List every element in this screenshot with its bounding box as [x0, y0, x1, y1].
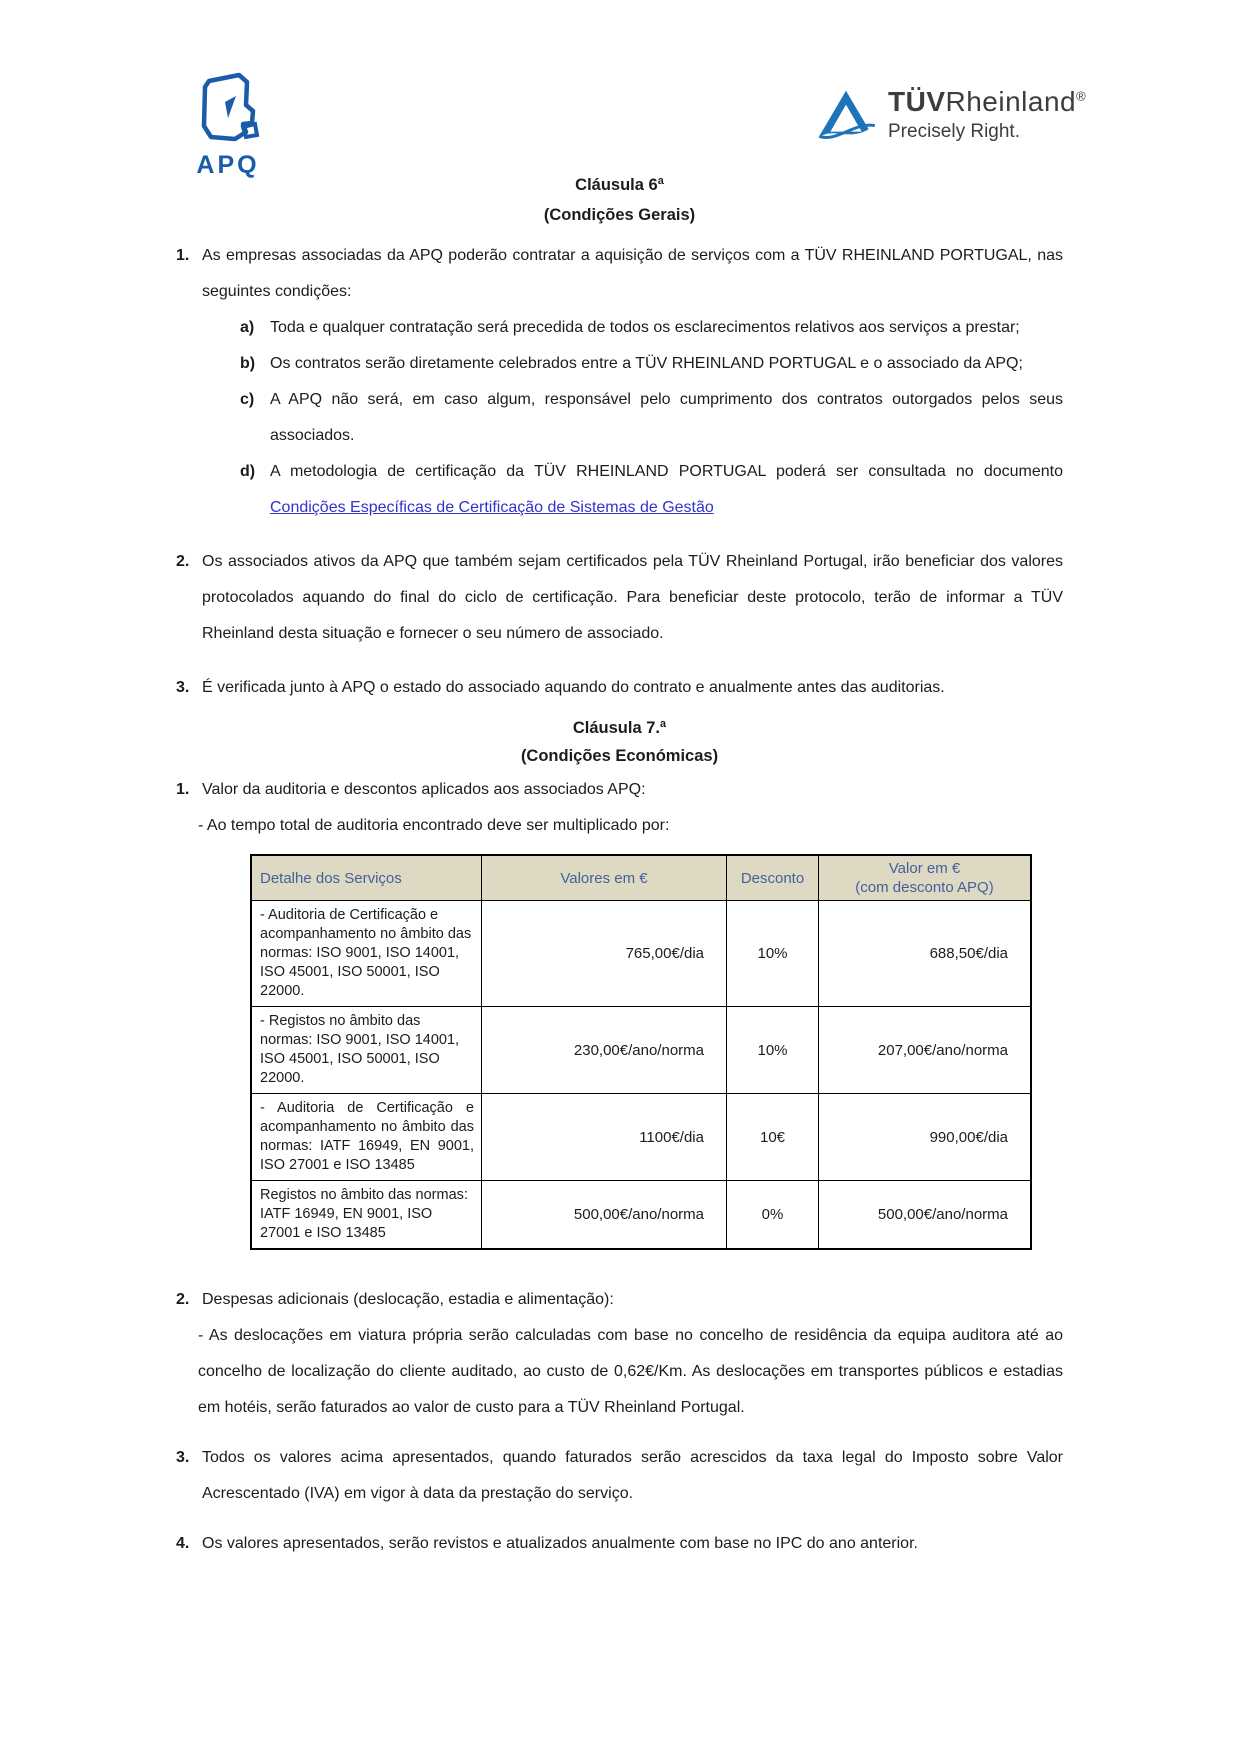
tuv-triangle-icon: [816, 88, 876, 149]
numbered-item-3: [176, 670, 1063, 706]
item-text: Os associados ativos da APQ que também sejam certificados pela TÜV Rheinland Portugal, irão beneficiar dos valores protocolados aquando do final do ciclo de certificação. Para beneficiar deste protocolo, terão de informar a TÜV Rheinland desta situação e fornecer o seu número de associado.: [202, 553, 1063, 642]
lettered-item-b: [240, 346, 1063, 382]
travel-expenses-note: - As deslocações em viatura própria serão calculadas com base no concelho de residência da equipa auditora até ao concelho de localização do cliente auditado, ao custo de 0,62€/Km. As deslocações em transportes públicos e estadias em hotéis, serão faturados ao valor de custo para a TÜV Rheinland Portugal.: [198, 1327, 1063, 1416]
item-number: 3.: [176, 1449, 190, 1466]
item-number: 2.: [176, 1291, 190, 1308]
item-text: A APQ não será, em caso algum, responsável pelo cumprimento dos contratos outorgados pelos seus associados.: [270, 391, 1063, 444]
service-cell: - Registos no âmbito das normas: ISO 9001, ISO 14001, ISO 45001, ISO 50001, ISO 22000.: [251, 1007, 482, 1094]
numbered-item-2: [176, 544, 1063, 652]
clause6-subtitle: (Condições Gerais): [543, 206, 696, 224]
item-letter: c): [240, 391, 255, 408]
clause6-title: Cláusula 6ª: [575, 176, 664, 194]
apq-logo-icon: [194, 131, 262, 148]
item-text: Os contratos serão diretamente celebrados entre a TÜV RHEINLAND PORTUGAL e o associado da APQ;: [270, 355, 1023, 372]
service-cell: - Auditoria de Certificação e acompanhamento no âmbito das normas: IATF 16949, EN 9001, ISO 27001 e ISO 13485: [251, 1094, 482, 1181]
tuv-brand-regular: Rheinland: [945, 86, 1077, 117]
tuv-brand-name: [888, 86, 1086, 117]
header-valores: Valores em €: [482, 855, 727, 901]
tuv-brand-bold: TÜV: [888, 86, 946, 117]
item-body: [270, 454, 1063, 526]
value-cell: 500,00€/ano/norma: [482, 1181, 727, 1250]
value-cell: 1100€/dia: [482, 1094, 727, 1181]
header-line-2: (com desconto APQ): [855, 879, 994, 896]
apq-logo-label: APQ: [196, 151, 260, 179]
item-text: As empresas associadas da APQ poderão contratar a aquisição de serviços com a TÜV RHEINLAND PORTUGAL, nas seguintes condições:: [202, 247, 1063, 300]
table-row: [251, 1094, 1031, 1181]
numbered-item-2: [176, 1282, 1063, 1318]
header-desconto: Desconto: [727, 855, 819, 901]
discount-cell: 10%: [727, 1007, 819, 1094]
clause7-subtitle: (Condições Económicas): [520, 747, 719, 765]
clause7-heading: [176, 714, 1063, 770]
header-valor-com-desconto: [819, 855, 1032, 901]
numbered-item-1: [176, 772, 1063, 808]
item-text: Toda e qualquer contratação será precedida de todos os esclarecimentos relativos aos serviços a prestar;: [270, 319, 1020, 336]
value-cell: 765,00€/dia: [482, 901, 727, 1007]
tuv-logo-text: [888, 88, 1086, 141]
document-link[interactable]: Condições Específicas de Certificação de Sistemas de Gestão: [270, 499, 714, 516]
numbered-item-1: [176, 238, 1063, 310]
item-letter: d): [240, 463, 256, 480]
item-text: Todos os valores acima apresentados, quando faturados serão acrescidos da taxa legal do Imposto sobre Valor Acrescentado (IVA) em vigor à data da prestação do serviço.: [202, 1449, 1063, 1502]
table-row: [251, 1007, 1031, 1094]
item-text: A metodologia de certificação da TÜV RHEINLAND PORTUGAL poderá ser consultada no documento: [270, 463, 1063, 480]
value-apq-cell: 207,00€/ano/norma: [819, 1007, 1032, 1094]
table-row: [251, 1181, 1031, 1250]
value-apq-cell: 990,00€/dia: [819, 1094, 1032, 1181]
table-header-row: [251, 855, 1031, 901]
item-letter: b): [240, 355, 256, 372]
item-text: Valor da auditoria e descontos aplicados aos associados APQ:: [202, 781, 646, 798]
item-text: Os valores apresentados, serão revistos e atualizados anualmente com base no IPC do ano anterior.: [202, 1535, 918, 1552]
lettered-item-c: [240, 382, 1063, 454]
numbered-item-3: [176, 1440, 1063, 1512]
discount-cell: 10%: [727, 901, 819, 1007]
item-number: 2.: [176, 553, 190, 570]
header-detalhe-servicos: Detalhe dos Serviços: [251, 855, 482, 901]
clause7-title: Cláusula 7.ª: [572, 719, 667, 737]
tuv-tagline: Precisely Right.: [888, 121, 1020, 142]
header-line-1: Valor em €: [888, 860, 961, 877]
service-cell: Registos no âmbito das normas: IATF 16949, EN 9001, ISO 27001 e ISO 13485: [251, 1181, 482, 1250]
value-apq-cell: 500,00€/ano/norma: [819, 1181, 1032, 1250]
lettered-item-d: [240, 454, 1063, 526]
value-cell: 230,00€/ano/norma: [482, 1007, 727, 1094]
table-row: [251, 901, 1031, 1007]
item-text: É verificada junto à APQ o estado do associado aquando do contrato e anualmente antes das auditorias.: [202, 679, 945, 696]
registered-trademark-icon: ®: [1076, 88, 1087, 104]
service-cell: - Auditoria de Certificação e acompanhamento no âmbito das normas: ISO 9001, ISO 14001, ISO 45001, ISO 50001, ISO 22000.: [251, 901, 482, 1007]
item-text: Despesas adicionais (deslocação, estadia e alimentação):: [202, 1291, 614, 1308]
numbered-item-4: [176, 1526, 1063, 1562]
item-number: 4.: [176, 1535, 190, 1552]
apq-logo: [190, 72, 266, 180]
value-apq-cell: 688,50€/dia: [819, 901, 1032, 1007]
discount-cell: 10€: [727, 1094, 819, 1181]
tuv-rheinland-logo: [816, 88, 1086, 149]
multiplier-note: - Ao tempo total de auditoria encontrado deve ser multiplicado por:: [198, 817, 670, 834]
lettered-item-a: [240, 310, 1063, 346]
item-number: 1.: [176, 781, 190, 798]
item-number: 1.: [176, 247, 190, 264]
services-pricing-table: [250, 854, 1032, 1250]
item-letter: a): [240, 319, 255, 336]
item-number: 3.: [176, 679, 190, 696]
discount-cell: 0%: [727, 1181, 819, 1250]
